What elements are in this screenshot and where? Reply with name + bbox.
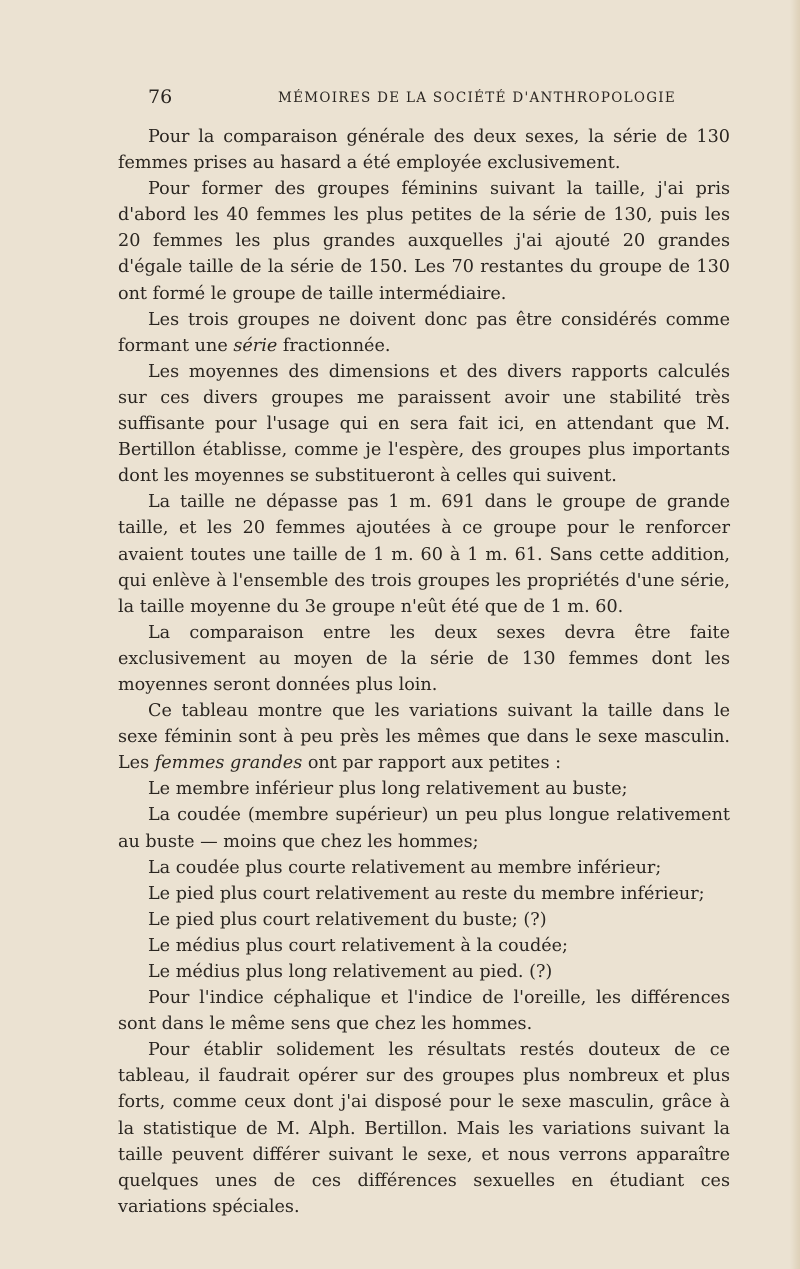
body-text [118,124,730,1220]
page-number: 76 [148,86,173,108]
paragraph: Pour établir solidement les résultats restés douteux de ce tableau, il faudrait opérer sur des groupes plus nombreux et plus forts, comme ceux dont j'ai disposé pour le sexe masculin, grâce à la statistique de M. Alph. Bertillon. Mais les variations suivant la taille peuvent différer suivant le sexe, et nous verrons apparaître quelques unes de ces différences sexuelles en étudiant ces variations spéciales. [118,1040,730,1217]
list-line: Le pied plus court relativement du buste; (?) [148,909,547,930]
italic-term: série [233,335,278,356]
paragraph: La taille ne dépasse pas 1 m. 691 dans le groupe de grande taille, et les 20 femmes ajoutées à ce groupe pour le renforcer avaient toutes une taille de 1 m. 60 à 1 m. 61. Sans cette addition, qui enlève à l'ensemble des trois groupes les propriétés d'une série, la taille moyenne du 3e groupe n'eût été que de 1 m. 60. [118,492,730,617]
list-line: Le médius plus court relativement à la coudée; [148,935,568,956]
list-line: Le médius plus long relativement au pied. (?) [148,962,553,982]
italic-term: femmes grandes [154,753,303,774]
paragraph: Les moyennes des dimensions et des divers rapports calculés sur ces divers groupes me paraissent avoir une stabilité très suffisante pour l'usage qui en sera fait ici, en attendant que M. Bertillon établisse, comme je l'espère, des groupes plus importants dont les moyennes se substitueront à celles qui suivent. [118,361,730,487]
list-line: Le membre inférieur plus long relativement au buste; [148,779,628,800]
paragraph-text: ont par rapport aux petites : [302,753,562,774]
paragraph [118,307,730,359]
list-line: Le pied plus court relativement au reste du membre inférieur; [148,883,705,904]
paragraph-text: Ce tableau montre que les variations suivant la taille dans le sexe féminin sont à peu près les mêmes que dans le sexe masculin. Les [118,701,730,774]
paragraph: Pour former des groupes féminins suivant la taille, j'ai pris d'abord les 40 femmes les plus petites de la série de 130, puis les 20 femmes les plus grandes auxquelles j'ai ajouté 20 grandes d'égale taille de la série de 150. Les 70 restantes du groupe de 130 ont formé le groupe de taille intermédiaire. [118,179,730,304]
page-edge-shadow [790,0,800,1269]
paragraph: Pour la comparaison générale des deux sexes, la série de 130 femmes prises au hasard a été employée exclusivement. [118,127,730,174]
list-line: La coudée plus courte relativement au membre inférieur; [148,857,662,878]
paragraph: Pour l'indice céphalique et l'indice de l'oreille, les différences sont dans le même sens que chez les hommes. [118,988,730,1035]
paragraph [118,698,730,776]
paragraph-text: Les trois groupes ne doivent donc pas être considérés comme formant une [118,309,730,356]
paragraph-text: fractionnée. [277,335,391,356]
page-header [148,86,728,116]
paragraph: La comparaison entre les deux sexes devra être faite exclusivement au moyen de la série de 130 femmes dont les moyennes seront données plus loin. [118,622,730,695]
list-line: La coudée (membre supérieur) un peu plus longue relativement au buste — moins que chez les hommes; [118,805,730,852]
running-head: MÉMOIRES DE LA SOCIÉTÉ D'ANTHROPOLOGIE [278,90,677,106]
